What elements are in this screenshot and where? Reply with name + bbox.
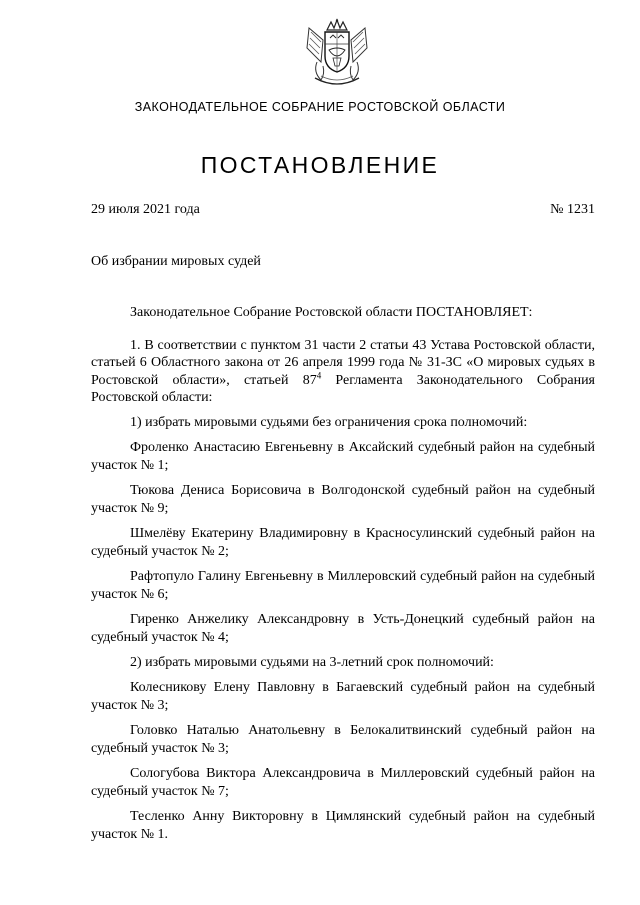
organization-name: ЗАКОНОДАТЕЛЬНОЕ СОБРАНИЕ РОСТОВСКОЙ ОБЛАСТИ — [134, 100, 506, 114]
subclause-2-heading: 2) избрать мировыми судьями на 3-летний срок полномочий: — [130, 655, 494, 670]
coat-of-arms-icon — [303, 18, 371, 90]
judge-entry: Тесленко Анну Викторовну в Цимлянский судебный район на судебный участок № 1. — [91, 809, 595, 842]
clause-1-superscript: 4 — [316, 369, 322, 380]
clause-1-text: 1. В соответствии с пунктом 31 части 2 статьи 43 Устава Ростовской области, статьей 6 Областного закона от 26 апреля 1999 года № 31-ЗС «О мировых судьях в Ростовской области», статьей 87 — [91, 337, 595, 388]
document-title: ПОСТАНОВЛЕНИЕ — [200, 152, 440, 178]
subclause-1-heading: 1) избрать мировыми судьями без ограничения срока полномочий: — [130, 415, 528, 430]
document-date: 29 июля 2021 года — [91, 202, 200, 217]
judge-entry: Колесникову Елену Павловну в Багаевский судебный район на судебный участок № 3; — [91, 680, 595, 713]
document-number: № 1231 — [550, 202, 595, 217]
judge-entry: Сологубова Виктора Александровича в Миллеровский судебный район на судебный участок № 7; — [91, 766, 595, 799]
judge-entry: Гиренко Анжелику Александровну в Усть-Донецкий судебный район на судебный участок № 4; — [91, 612, 595, 645]
judge-entry: Фроленко Анастасию Евгеньевну в Аксайский судебный район на судебный участок № 1; — [91, 440, 595, 473]
preamble: Законодательное Собрание Ростовской области ПОСТАНОВЛЯЕТ: — [130, 305, 533, 320]
judge-entry: Шмелёву Екатерину Владимировну в Красносулинский судебный район на судебный участок № 2; — [91, 526, 595, 559]
judge-entry: Головко Наталью Анатольевну в Белокалитвинский судебный район на судебный участок № 3; — [91, 723, 595, 756]
judge-entry: Рафтопуло Галину Евгеньевну в Миллеровский судебный район на судебный участок № 6; — [91, 569, 595, 602]
document-subject: Об избрании мировых судей — [91, 254, 261, 269]
clause-1 — [91, 337, 595, 407]
clause-1-text-end: Регламента Законодательного Собрания Ростовской области: — [91, 372, 595, 405]
judge-entry: Тюкова Дениса Борисовича в Волгодонской судебный район на судебный участок № 9; — [91, 483, 595, 516]
document-body — [91, 304, 595, 851]
